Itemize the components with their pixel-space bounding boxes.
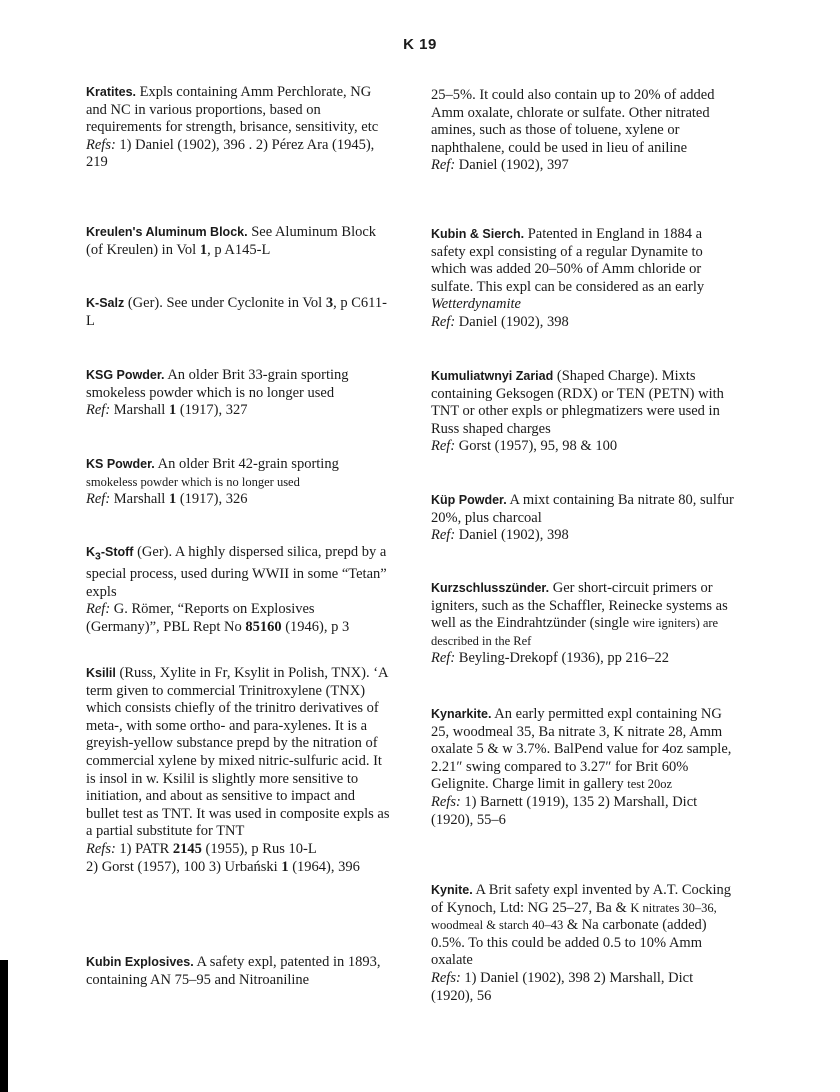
ref-volume: 1 [281, 858, 289, 875]
entry-kreulens-aluminum-block [86, 224, 391, 259]
entry-body: Patented in England in 1884 a safety expl consisting of a regular Dynamite to which was added 20–50% of Amm chloride or sulfate. This expl can be considered as an early [431, 226, 705, 295]
ref-label: Refs: [86, 840, 116, 857]
ref-volume: 1 [168, 491, 177, 508]
ref-label: Refs: [431, 969, 461, 986]
ref-text: 1) Daniel (1902), 398 2) Marshall, Dict (1920), 56 [431, 969, 694, 1004]
entry-body-small: wire igniters) are described in the Ref [431, 616, 719, 648]
ref-text: 1) Barnett (1919), 135 2) Marshall, Dict (1920), 55–6 [431, 793, 698, 828]
entry-term: Kynite. [431, 883, 473, 897]
entry-body: (Russ, Xylite in Fr, Ksylit in Polish, TNX). ‘A term given to commercial Trinitroxylene (TNX) which consists chiefly of the trinitro derivatives of meta-, with some ortho- and para-xylenes. It is a greyish-yellow substance prepd by the nitration of commercial xylene by mixed nitric-sulfuric acid. It is insol in w. Ksilil is slightly more sensitive to initiation, and about as sensitive to impact and bullet test as TNT. It was used in composite expls as a partial substitute for TNT [86, 665, 390, 840]
entry-body-end: & Na carbonate (added) 0.5%. To this could be added 0.5 to 10% Amm oxalate [431, 917, 707, 969]
entry-body: A mixt containing Ba nitrate 80, sulfur 20%, plus charcoal [431, 492, 734, 526]
entry-term: $K_3$-Stoff [86, 545, 134, 563]
volume-number: 3 [325, 295, 334, 311]
ref-text: Daniel (1902), 398 [458, 313, 569, 330]
entry-ks-powder [86, 456, 391, 509]
entry-term: KS Powder. [86, 457, 155, 471]
entry-term: Ksilil [86, 666, 116, 680]
entry-body: A Brit safety expl invented by A.T. Cocking of Kynoch, Ltd: NG 25–27, Ba & [431, 882, 731, 916]
ref-label: Ref: [86, 402, 111, 419]
entry-kubin-explosives-cont [431, 87, 736, 175]
page-header: K 19 [403, 36, 437, 53]
ref-text-end: (1917), 326 [179, 491, 248, 508]
ref-label: Ref: [431, 313, 456, 330]
entry-body: See Aluminum Block (of Kreulen) in Vol [86, 224, 377, 258]
scan-edge-bar [0, 960, 8, 1092]
entry-term: Kratites. [86, 85, 137, 99]
entry-term: K-Salz [86, 296, 125, 310]
entry-body-end: , p A145-L [207, 241, 271, 258]
ref-text-end: (1946), p 3 [285, 618, 350, 635]
ref-label: Refs: [86, 136, 116, 153]
ref-report-number: 85160 [245, 618, 282, 635]
ref-text: 2) Gorst (1957), 100 3) Urbański [86, 858, 278, 875]
ref-text-end: (1964), 396 [292, 858, 360, 875]
ref-report-number: 2145 [172, 840, 202, 857]
ref-text: Daniel (1902), 397 [458, 157, 569, 174]
entry-body-end: , p C611-L [86, 295, 387, 329]
entry-term: Küp Powder. [431, 493, 507, 507]
entry-body-italic: Wetterdynamite [431, 296, 521, 313]
ref-label: Ref: [86, 601, 111, 618]
entry-k3-stoff [86, 544, 391, 636]
ref-label: Ref: [431, 650, 456, 667]
entry-kubin-sierch [431, 226, 736, 332]
ref-text-end: (1955), p Rus 10-L [205, 840, 317, 857]
entry-body: (Ger). A highly dispersed silica, prepd by a special process, used during WWII in some “Tetan” expls [86, 544, 387, 600]
entry-body: An older Brit 42-grain sporting [157, 456, 339, 472]
entry-term: Kurzschlusszünder. [431, 581, 550, 595]
ref-volume: 1 [168, 402, 177, 419]
entry-body: Expls containing Amm Perchlorate, NG and NC in various proportions, based on requirements for strength, brisance, sensitivity, etc [86, 84, 379, 136]
volume-number: 1 [199, 241, 208, 258]
ref-label: Ref: [431, 527, 456, 544]
ref-text: 1) Daniel (1902), 396 . 2) Pérez Ara (1945), 219 [86, 136, 375, 171]
entry-body-small: test 20oz [627, 777, 673, 792]
entry-k-salz [86, 295, 391, 330]
entry-term: Kumuliatwnyi Zariad [431, 369, 554, 383]
entry-ksilil [86, 665, 391, 876]
entry-body: An older Brit 33-grain sporting smokeless powder which is no longer used [86, 367, 349, 401]
entry-body: An early permitted expl containing NG 25, woodmeal 35, Ba nitrate 3, K nitrate 28, Amm oxalate 5 & w 3.7%. BalPend value for 4oz sample, 2.21″ swing compared to 3.27″ for Brit 60% Gelignite. Charge limit in gallery [431, 706, 732, 793]
ref-label: Ref: [431, 438, 456, 455]
ref-text: Marshall [113, 491, 166, 508]
ref-text: Beyling-Drekopf (1936), pp 216–22 [458, 650, 669, 667]
ref-text: Marshall [113, 402, 166, 419]
entry-term: Kubin & Sierch. [431, 227, 525, 241]
ref-text: 1) PATR [119, 840, 170, 857]
entry-term: Kynarkite. [431, 707, 492, 721]
ref-label: Ref: [431, 157, 456, 174]
entry-term: Kubin Explosives. [86, 955, 194, 969]
entry-kurzschlusszunder [431, 580, 736, 668]
entry-term: Kreulen's Aluminum Block. [86, 225, 248, 239]
ref-text: Gorst (1957), 95, 98 & 100 [458, 438, 618, 455]
ref-text: G. Römer, “Reports on Explosives (Germany)”, PBL Rept No [86, 601, 315, 635]
entry-body: Ger short-circuit primers or igniters, such as the Schaffler, Reinecke systems as well as the Eindrahtzünder (single [431, 580, 728, 632]
ref-text: Daniel (1902), 398 [458, 527, 569, 544]
ref-label: Refs: [431, 793, 461, 810]
entry-body-small: smokeless powder which is no longer used [86, 474, 300, 489]
entry-kup-powder [431, 492, 736, 545]
entry-kratites [86, 84, 391, 172]
entry-body: A safety expl, patented in 1893, containing AN 75–95 and Nitroaniline [86, 954, 381, 988]
entry-body: 25–5%. It could also contain up to 20% of added Amm oxalate, chlorate or sulfate. Other nitrated amines, such as those of toluene, xylene or naphthalene, could be used in lieu of aniline [431, 87, 715, 156]
ref-label: Ref: [86, 491, 111, 508]
entry-ksg-powder [86, 367, 391, 420]
entry-kumuliatwnyi-zariad [431, 368, 736, 456]
entry-kynite [431, 882, 736, 1005]
ref-text-end: (1917), 327 [179, 402, 248, 419]
entry-kynarkite [431, 706, 736, 829]
entry-kubin-explosives [86, 954, 391, 989]
entry-body: (Ger). See under Cyclonite in Vol [127, 295, 323, 311]
entry-term: KSG Powder. [86, 368, 165, 382]
entry-body: (Shaped Charge). Mixts containing Geksogen (RDX) or TEN (PETN) with TNT or other expls or phlegmatizers were used in Russ shaped charges [431, 368, 724, 437]
entry-body-small: K nitrates 30–36, woodmeal & starch 40–43 [431, 900, 717, 933]
